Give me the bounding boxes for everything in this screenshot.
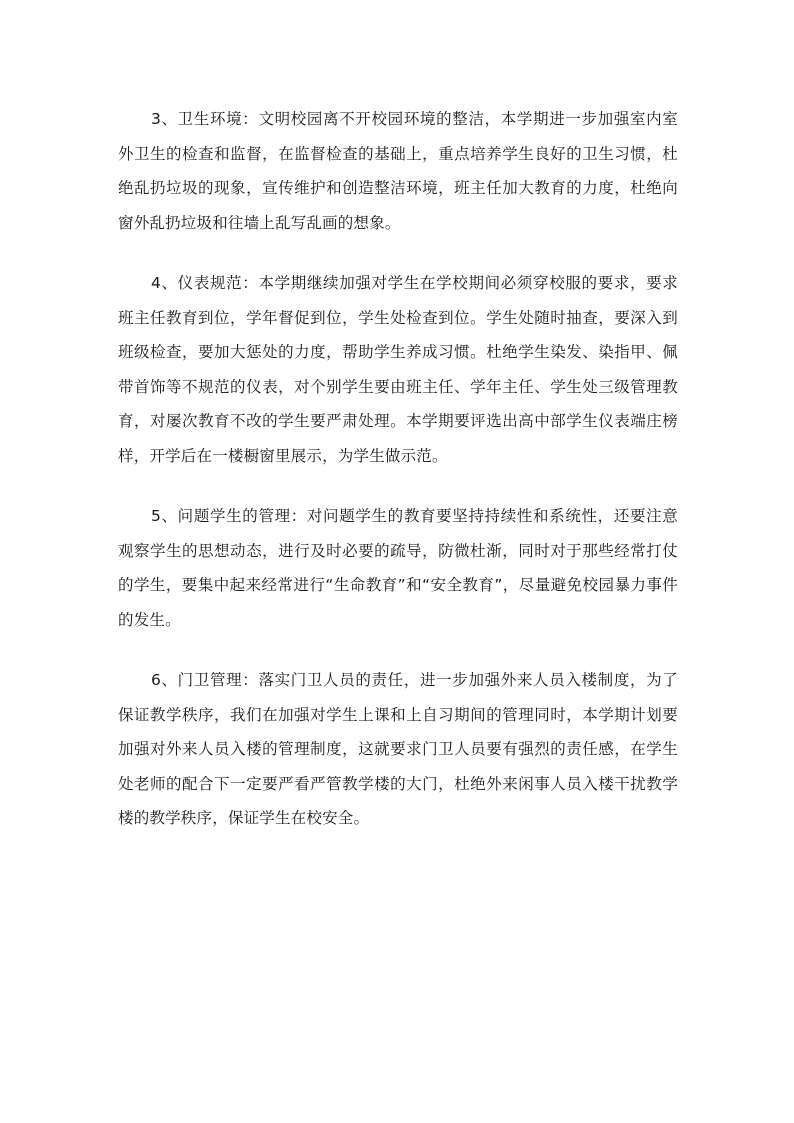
document-body	[118, 102, 678, 862]
paragraph-appearance-standards: 4、仪表规范：本学期继续加强对学生在学校期间必须穿校服的要求，要求班主任教育到位，学年督促到位，学生处检查到位。学生处随时抽查，要深入到班级检查，要加大惩处的力度，帮助学生养成习惯。杜绝学生染发、染指甲、佩带首饰等不规范的仪表，对个别学生要由班主任、学年主任、学生处三级管理教育，对屡次教育不改的学生要严肃处理。本学期要评选出高中部学生仪表端庄榜样，开学后在一楼橱窗里展示，为学生做示范。	[118, 274, 678, 465]
paragraph-gate-management: 6、门卫管理：落实门卫人员的责任，进一步加强外来人员入楼制度，为了保证教学秩序，我们在加强对学生上课和上自习期间的管理同时，本学期计划要加强对外来人员入楼的管理制度，这就要求门卫人员要有强烈的责任感，在学生处老师的配合下一定要严看严管教学楼的大门，杜绝外来闲事人员入楼干扰教学楼的教学秩序，保证学生在校安全。	[118, 671, 678, 827]
paragraph-hygiene-environment: 3、卫生环境：文明校园离不开校园环境的整洁，本学期进一步加强室内室外卫生的检查和监督，在监督检查的基础上，重点培养学生良好的卫生习惯，杜绝乱扔垃圾的现象，宣传维护和创造整洁环境，班主任加大教育的力度，杜绝向窗外乱扔垃圾和往墙上乱写乱画的想象。	[118, 110, 678, 232]
paragraph-problem-student-management: 5、问题学生的管理：对问题学生的教育要坚持持续性和系统性，还要注意观察学生的思想动态，进行及时必要的疏导，防微杜渐，同时对于那些经常打仗的学生，要集中起来经常进行“生命教育”和“安全教育”，尽量避免校园暴力事件的发生。	[118, 507, 678, 629]
